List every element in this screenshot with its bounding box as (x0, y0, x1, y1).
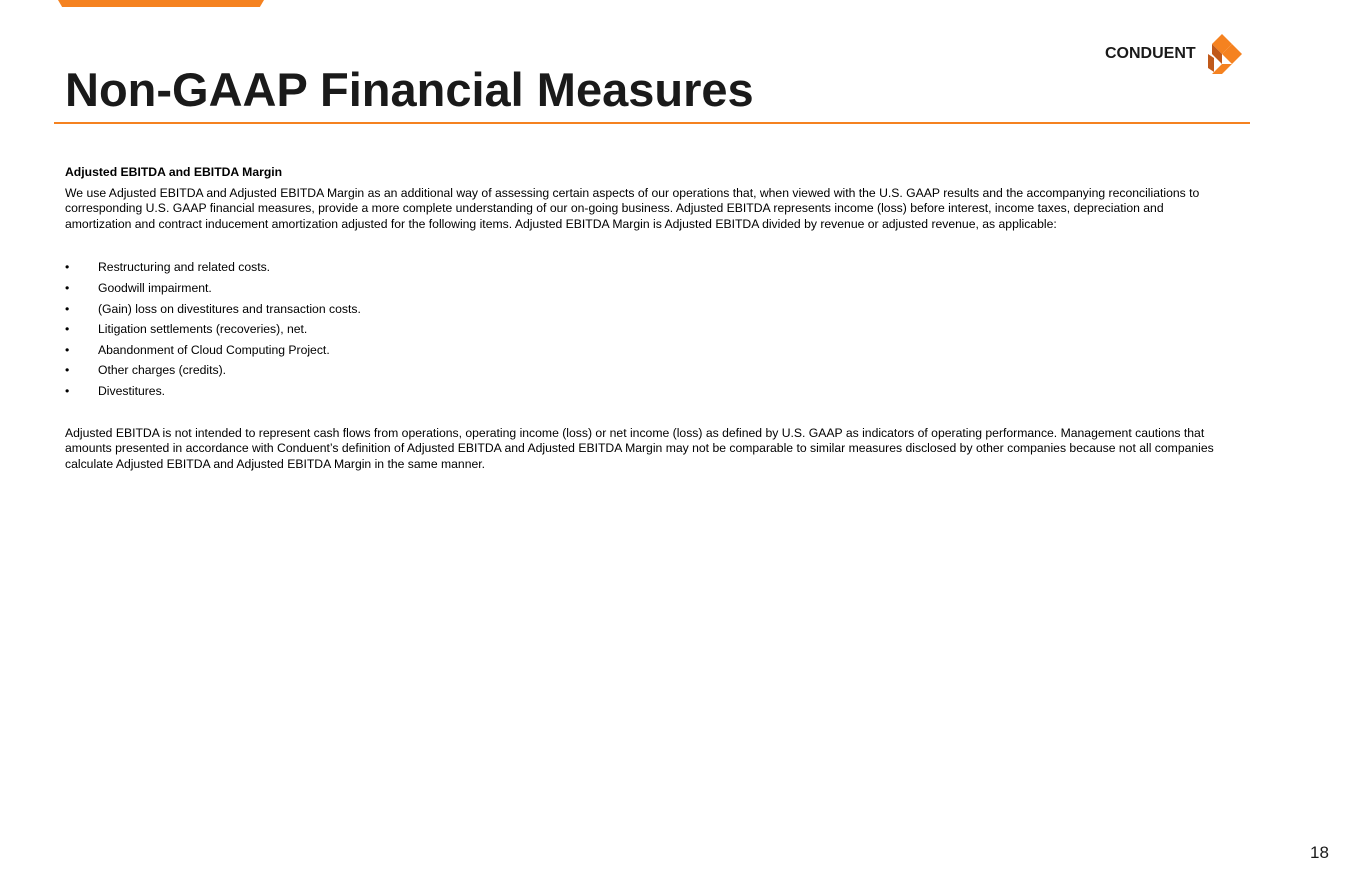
list-item-text: Divestitures. (98, 383, 166, 398)
title-divider (54, 122, 1250, 124)
list-item-text: Abandonment of Cloud Computing Project. (98, 342, 330, 357)
page-title: Non-GAAP Financial Measures (65, 63, 754, 116)
list-item (65, 319, 1225, 340)
bullet-marker: • (65, 363, 70, 378)
intro-paragraph: We use Adjusted EBITDA and Adjusted EBITDA Margin as an additional way of assessing certain aspects of our operations that, when viewed with the U.S. GAAP results and the accompanying reconciliations to corresponding U.S. GAAP financial measures, provide a more complete understanding of our on-going business. Adjusted EBITDA represents income (loss) before interest, income taxes, depreciation and amortization and contract inducement amortization adjusted for the following items. Adjusted EBITDA Margin is Adjusted EBITDA divided by revenue or adjusted revenue, as applicable: (65, 185, 1200, 231)
bullet-marker: • (65, 383, 70, 398)
logo-wordmark: CONDUENT (1105, 45, 1196, 62)
list-item-text: Litigation settlements (recoveries), net. (98, 322, 308, 337)
list-item-text: (Gain) loss on divestitures and transaction costs. (98, 301, 361, 316)
list-item-text: Goodwill impairment. (98, 280, 212, 295)
bullet-marker: • (65, 342, 70, 357)
adjustments-list (65, 257, 1225, 401)
list-item (65, 381, 1225, 402)
bullet-marker: • (65, 301, 70, 316)
bullet-marker: • (65, 280, 70, 295)
closing-paragraph: Adjusted EBITDA is not intended to represent cash flows from operations, operating income (loss) or net income (loss) as defined by U.S. GAAP as indicators of operating performance. Management cautions that amounts presented in accordance with Conduent’s definition of Adjusted EBITDA and Adjusted EBITDA Margin may not be comparable to similar measures disclosed by other companies because not all companies calculate Adjusted EBITDA and Adjusted EBITDA Margin in the same manner. (65, 425, 1214, 471)
conduent-mark-icon (1202, 34, 1242, 74)
list-item (65, 299, 1225, 320)
list-item (65, 278, 1225, 299)
list-item-text: Other charges (credits). (98, 363, 227, 378)
page-number: 18 (1310, 843, 1329, 862)
bullet-marker: • (65, 322, 70, 337)
list-item (65, 340, 1225, 361)
list-item-text: Restructuring and related costs. (98, 260, 271, 275)
section-heading: Adjusted EBITDA and EBITDA Margin (65, 165, 283, 179)
list-item (65, 360, 1225, 381)
top-accent-bar (58, 0, 264, 7)
conduent-logo (1105, 34, 1250, 74)
content-body (65, 165, 1225, 472)
bullet-marker: • (65, 260, 70, 275)
list-item (65, 257, 1225, 278)
